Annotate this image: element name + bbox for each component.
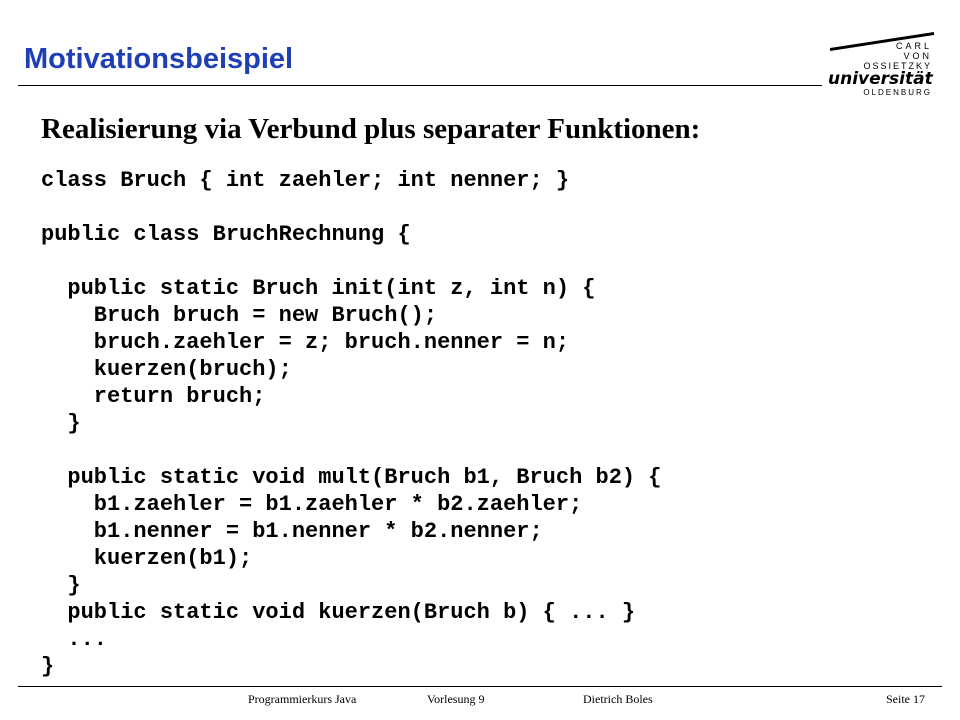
code-line: Bruch bruch = new Bruch();	[41, 303, 438, 328]
logo-line-von: VON	[903, 51, 932, 61]
code-line: }	[41, 654, 55, 679]
slide-subtitle: Realisierung via Verbund plus separater Funktionen:	[41, 113, 701, 145]
logo-line-carl: CARL	[895, 41, 932, 51]
university-logo	[826, 28, 938, 98]
code-line: }	[41, 573, 81, 598]
code-line: public static void kuerzen(Bruch b) { ... }	[41, 600, 636, 625]
code-line: }	[41, 411, 81, 436]
logo-line-oldenburg: OLDENBURG	[863, 88, 932, 97]
code-line: b1.nenner = b1.nenner * b2.nenner;	[41, 519, 543, 544]
code-line: b1.zaehler = b1.zaehler * b2.zaehler;	[41, 492, 583, 517]
code-line: return bruch;	[41, 384, 266, 409]
slide-title: Motivationsbeispiel	[24, 43, 294, 75]
footer-page-number: Seite 17	[886, 692, 925, 706]
code-line: class Bruch { int zaehler; int nenner; }	[41, 168, 570, 193]
logo-line-ossietzky: OSSIETZKY	[863, 61, 932, 71]
code-line: ...	[41, 627, 108, 652]
footer-author: Dietrich Boles	[583, 692, 653, 706]
code-block	[41, 167, 861, 680]
footer-lecture: Vorlesung 9	[427, 692, 485, 706]
footer-course: Programmierkurs Java	[248, 692, 357, 706]
code-line: kuerzen(bruch);	[41, 357, 292, 382]
footer-divider	[18, 686, 942, 687]
logo-wordmark: universität	[828, 69, 933, 89]
code-line: bruch.zaehler = z; bruch.nenner = n;	[41, 330, 570, 355]
title-divider	[18, 85, 822, 86]
code-line: public static void mult(Bruch b1, Bruch b2) {	[41, 465, 662, 490]
university-oldenburg-logo-icon	[826, 28, 938, 98]
code-line	[41, 248, 861, 275]
code-line: public static Bruch init(int z, int n) {	[41, 276, 596, 301]
code-line	[41, 194, 861, 221]
code-line: public class BruchRechnung {	[41, 222, 411, 247]
code-line	[41, 437, 861, 464]
code-line: kuerzen(b1);	[41, 546, 253, 571]
